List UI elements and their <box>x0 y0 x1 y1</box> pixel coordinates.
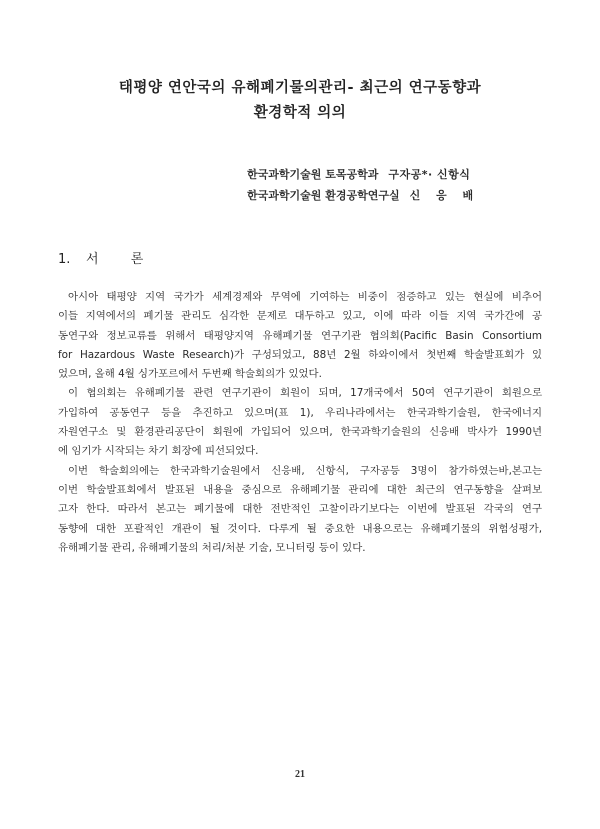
author-line-2 <box>247 187 479 203</box>
body-line: 동향에 대한 포괄적인 개관이 될 것이다. 다루게 될 중요한 내용으로는 유해폐기물의 위험성평가, <box>58 522 542 535</box>
body-line: 이번 학술회의에는 한국과학기술원에서 신응배, 신항식, 구자공등 3명이 참가하였는바,본고는 <box>68 464 542 477</box>
body-line: 동연구와 정보교류를 위해서 태평양지역 유해폐기물 연구기관 협의회(Pacific Basin Consortium <box>58 329 542 342</box>
author-affiliation: 한국과학기술원 토목공학과 <box>247 168 379 181</box>
body-line: 이 협의회는 유해폐기물 관련 연구기관이 회원이 되며, 17개국에서 50여 연구기관이 회원으로 <box>68 387 542 400</box>
paper-title-line-2: 환경학적 의의 <box>253 105 347 121</box>
body-text <box>58 288 542 558</box>
body-line: 에 임기가 시작되는 차기 회장에 피선되었다. <box>58 445 259 458</box>
body-line: 이번 학술발표회에서 발표된 내용을 중심으로 유해폐기물 관리에 대한 최근의 연구동향을 살펴보 <box>58 483 542 496</box>
section-title: 서 론 <box>86 252 158 267</box>
author-names: 구자공*· 신항식 <box>388 168 471 181</box>
author-names: 신 응 배 <box>409 189 480 202</box>
body-line: 고자 한다. 따라서 본고는 폐기물에 대한 전반적인 고찰이라기보다는 이번에 발표된 각국의 연구 <box>58 503 542 516</box>
body-line: 이들 지역에서의 폐기물 관리도 심각한 문제로 대두하고 있고, 이에 따라 이들 지역 국가간에 공 <box>58 310 542 323</box>
page-number: 21 <box>295 769 305 780</box>
body-line: 자원연구소 및 환경관리공단이 회원에 가입되어 있으며, 한국과학기술원의 신응배 박사가 1990년 <box>58 426 542 439</box>
author-affiliation: 한국과학기술원 환경공학연구실 <box>247 189 400 202</box>
body-line: 아시아 태평양 지역 국가가 세계경제와 무역에 기여하는 비중이 점증하고 있는 현실에 비추어 <box>68 291 542 303</box>
section-heading <box>58 248 157 267</box>
section-number: 1. <box>58 252 71 267</box>
body-line: 유해폐기물 관리, 유해폐기물의 처리/처분 기술, 모니터링 등이 있다. <box>58 541 366 554</box>
author-line-1 <box>247 166 470 182</box>
body-line: for Hazardous Waste Research)가 구성되었고, 88년 2월 하와이에서 첫번째 학술발표회가 있 <box>58 348 542 361</box>
body-line: 가입하여 공동연구 등을 추진하고 있으며(표 1), 우리나라에서는 한국과학기술원, 한국에너지 <box>58 406 542 419</box>
body-line: 었으며, 올해 4월 싱가포르에서 두번째 학술회의가 있었다. <box>58 368 322 381</box>
paper-title-line-1: 태평양 연안국의 유해폐기물의관리- 최근의 연구동향과 <box>118 80 482 96</box>
